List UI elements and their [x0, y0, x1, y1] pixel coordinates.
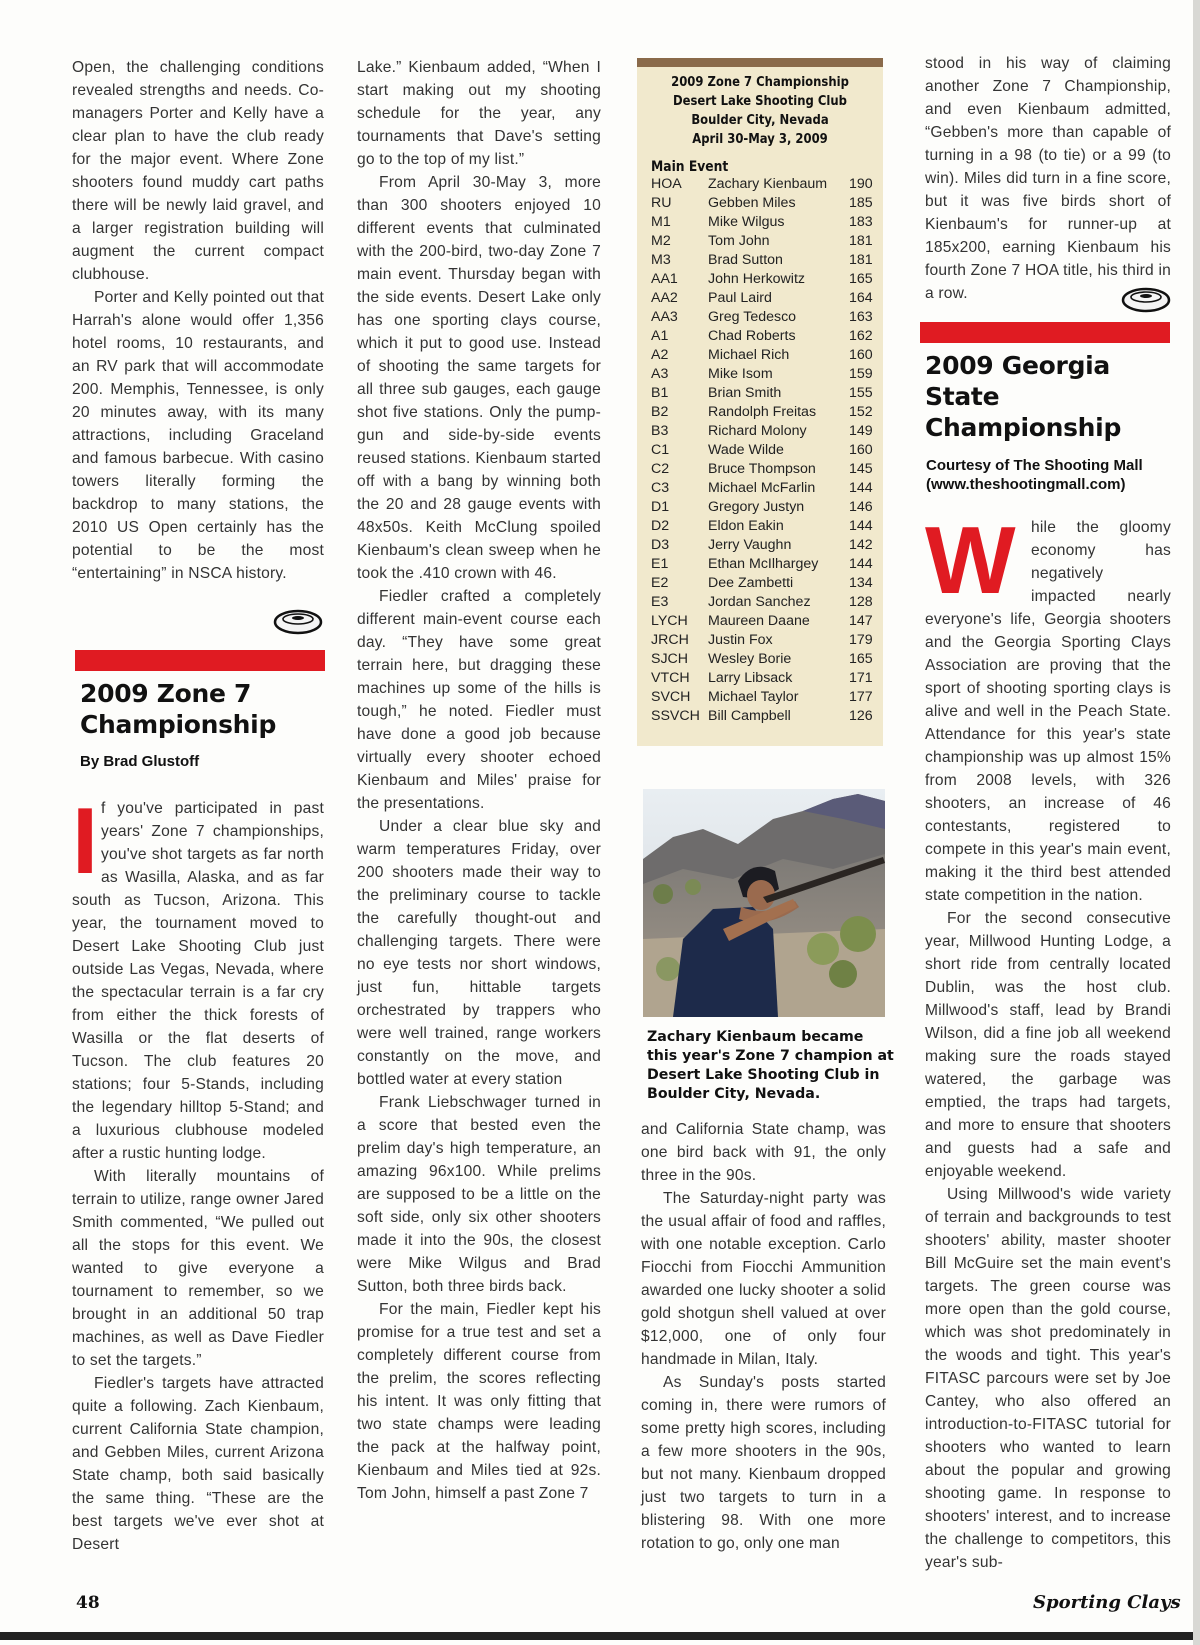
column-4 [925, 52, 1171, 306]
table-row [651, 593, 879, 612]
name-cell: Michael Rich [708, 347, 790, 363]
score-cell: 165 [849, 651, 873, 667]
body-paragraph: For the second consecutive year, Millwood Hunting Lodge, a short ride from centrally located Dublin, was the host club. Millwood's staff, lead by Brandi Wilson, did a fine job all weekend making sure the roads stayed watered, the garbage was emptied, the traps had targets, and more to ensure that shooters and guests had a safe and enjoyable weekend. [925, 910, 1171, 1180]
class-cell: M3 [651, 252, 671, 268]
results-title: 2009 Zone 7 Championship Desert Lake Shooting Club Boulder City, Nevada April 30-May 3, 2009 [671, 74, 849, 147]
body-paragraph: For the main, Fiedler kept his promise for a true test and set a completely different course from the prelim, the scores reflecting his intent. It was only fitting that two state champs were leading the pack at the halfway point, Kienbaum and Miles tied at 92s. Tom John, himself a past Zone 7 [357, 1301, 601, 1502]
class-cell: SSVCH [651, 708, 700, 724]
clay-target-icon [1120, 285, 1172, 315]
column-3 [641, 1118, 886, 1580]
score-cell: 165 [849, 271, 873, 287]
score-cell: 142 [849, 537, 873, 553]
photo-illustration [643, 789, 885, 1017]
body-paragraph: and California State champ, was one bird back with 91, the only three in the 90s. [641, 1121, 886, 1184]
class-cell: AA2 [651, 290, 678, 306]
body-paragraph: From April 30-May 3, more than 300 shooters enjoyed 10 different events that culminated with the 200-bird, two-day Zone 7 main event. Thursday began with the side events. Desert Lake only has one sporting clays course, which it put to good use. Instead of shooting the same targets for all three sub gauges, each gauge shot five stations. Only the pump-gun and side-by-side events reused stations. Kienbaum started off with a bang by winning both the 20 and 28 gauge events with 48x50s. Keith McClung spoiled Kienbaum's clean sweep when he took the .410 crown with 46. [357, 174, 601, 582]
class-cell: RU [651, 195, 672, 211]
class-cell: M2 [651, 233, 671, 249]
table-row [651, 479, 879, 498]
name-cell: Paul Laird [708, 290, 772, 306]
name-cell: Gregory Justyn [708, 499, 805, 515]
table-row [651, 175, 879, 194]
class-cell: B1 [651, 385, 669, 401]
name-cell: Jordan Sanchez [708, 594, 811, 610]
table-row [651, 707, 879, 726]
class-cell: HOA [651, 176, 682, 192]
score-cell: 134 [849, 575, 873, 591]
bottom-rule [0, 1632, 1200, 1640]
table-row [651, 327, 879, 346]
score-cell: 179 [849, 632, 873, 648]
table-row [651, 194, 879, 213]
name-cell: Brian Smith [708, 385, 782, 401]
class-cell: B2 [651, 404, 669, 420]
name-cell: Tom John [708, 233, 770, 249]
body-paragraph: Frank Liebschwager turned in a score that bested even the prelim day's high temperature, an amazing 96x100. While prelims are supposed to be a little on the soft side, only six other shooters made it into the 90s, the closest were Mike Wilgus and Brad Sutton, both three birds back. [357, 1094, 601, 1295]
column-2 [357, 56, 601, 1579]
magazine-name: Sporting Clays [1033, 1592, 1181, 1613]
score-cell: 144 [849, 518, 873, 534]
score-cell: 185 [849, 195, 873, 211]
class-cell: M1 [651, 214, 671, 230]
score-cell: 171 [849, 670, 873, 686]
table-row [651, 441, 879, 460]
table-row [651, 555, 879, 574]
box-top-bar [637, 58, 883, 67]
class-cell: VTCH [651, 670, 690, 686]
body-paragraph: Open, the challenging conditions revealed strengths and needs. Co-managers Porter and Kelly have a clear plan to have the club ready for the major event. Where Zone shooters found muddy cart paths there will be newly laid gravel, and a larger registration building will augment the current compact clubhouse. [72, 59, 324, 283]
score-cell: 181 [849, 252, 873, 268]
score-cell: 162 [849, 328, 873, 344]
section-title: 2009 Georgia State Championship [925, 351, 1122, 442]
column-1 [72, 56, 324, 634]
name-cell: Mike Isom [708, 366, 773, 382]
table-row [651, 688, 879, 707]
name-cell: Gebben Miles [708, 195, 796, 211]
drop-cap: W [925, 507, 1016, 614]
table-row [651, 232, 879, 251]
class-cell: E1 [651, 556, 669, 572]
name-cell: Bruce Thompson [708, 461, 816, 477]
body-paragraph: Fiedler crafted a completely different main-event course each day. “They have some great terrain here, but dragging these machines up some of the hills is tough,” he noted. Fiedler must have done a good job because virtually every shooter echoed Kienbaum and Miles' praise for the presentations. [357, 588, 601, 812]
score-cell: 181 [849, 233, 873, 249]
body-paragraph: If you've participated in past years' Zone 7 championships, you've shot targets as far north as Wasilla, Alaska, and as far south as Tucson, Arizona. This year, the tournament moved to Desert Lake Shooting Club just outside Las Vegas, Nevada, where the spectacular terrain is a far cry from either the thick forests of Wasilla or the flat deserts of Tucson. The club features 20 stations; four 5-Stands, including the legendary hilltop 5-Stand; and a luxurious clubhouse modeled after a rustic hunting lodge. [72, 788, 324, 1162]
table-row [651, 612, 879, 631]
table-row [651, 365, 879, 384]
score-cell: 183 [849, 214, 873, 230]
class-cell: B3 [651, 423, 669, 439]
class-cell: SVCH [651, 689, 691, 705]
score-cell: 152 [849, 404, 873, 420]
table-row [651, 251, 879, 270]
body-paragraph: The Saturday-night party was the usual affair of food and raffles, with one notable exception. Carlo Fiocchi from Fiocchi Ammunition awarded one lucky shooter a solid gold shotgun shell valued at over $12,000, one of only four handmade in Milan, Italy. [641, 1190, 886, 1368]
body-paragraph: Fiedler's targets have attracted quite a following. Zach Kienbaum, current California State champion, and Gebben Miles, current Arizona State champ, both said basically the same thing. “These are the best targets we've ever shot at Desert [72, 1375, 324, 1553]
drop-cap: I [72, 788, 99, 893]
table-row [651, 213, 879, 232]
table-row [651, 536, 879, 555]
class-cell: JRCH [651, 632, 689, 648]
name-cell: Bill Campbell [708, 708, 791, 724]
score-cell: 190 [849, 176, 873, 192]
score-cell: 145 [849, 461, 873, 477]
table-row [651, 403, 879, 422]
table-row [651, 669, 879, 688]
table-row [651, 460, 879, 479]
class-cell: E2 [651, 575, 669, 591]
name-cell: Larry Libsack [708, 670, 793, 686]
results-subtitle: Main Event [651, 159, 729, 175]
name-cell: Mike Wilgus [708, 214, 785, 230]
name-cell: John Herkowitz [708, 271, 805, 287]
score-cell: 144 [849, 556, 873, 572]
name-cell: Justin Fox [708, 632, 773, 648]
name-cell: Chad Roberts [708, 328, 796, 344]
class-cell: C1 [651, 442, 670, 458]
class-cell: AA3 [651, 309, 678, 325]
name-cell: Dee Zambetti [708, 575, 794, 591]
table-row [651, 384, 879, 403]
page-number: 48 [76, 1593, 100, 1613]
body-paragraph: Under a clear blue sky and warm temperatures Friday, over 200 shooters made their way to the preliminary course to tackle the carefully thought-out and challenging targets. There were no eye tests nor short windows, just fun, hittable targets orchestrated by trappers who were well trained, range workers constantly on the move, and bottled water at every station [357, 818, 601, 1088]
class-cell: D3 [651, 537, 670, 553]
class-cell: AA1 [651, 271, 678, 287]
section-title: 2009 Zone 7 Championship [80, 679, 277, 739]
body-paragraph: Using Millwood's wide variety of terrain and backgrounds to test shooters' ability, master shooter Bill McGuire set the main event's targets. The green course was more open than the gold course, which was shot predominately in the woods and tight. This year's FITASC parcours were set by Joe Cantey, who also offered an introduction-to-FITASC tutorial for shooters who wanted to learn about the popular and growing shooting game. In response to shooters' interest, and to increase the challenge to competitors, this year's sub- [925, 1186, 1171, 1571]
score-cell: 164 [849, 290, 873, 306]
byline: By Brad Glustoff [80, 753, 200, 770]
body-paragraph: With literally mountains of terrain to utilize, range owner Jared Smith commented, “We pulled out all the stops for this event. We wanted to give everyone a tournament to remember, so we brought in an additional 50 trap machines, as well as Dave Fiedler to set the targets.” [72, 1168, 324, 1369]
column-4-article [925, 507, 1171, 1580]
class-cell: LYCH [651, 613, 688, 629]
name-cell: Ethan McIlhargey [708, 556, 819, 572]
name-cell: Zachary Kienbaum [708, 176, 828, 192]
score-cell: 155 [849, 385, 873, 401]
photo-caption: Zachary Kienbaum became this year's Zone 7 champion at Desert Lake Shooting Club in Boulder City, Nevada. [647, 1029, 894, 1102]
score-cell: 149 [849, 423, 873, 439]
name-cell: Wade Wilde [708, 442, 784, 458]
table-row [651, 289, 879, 308]
class-cell: D1 [651, 499, 670, 515]
results-sidebar [637, 58, 883, 746]
column-1-article [72, 788, 324, 1579]
table-row [651, 517, 879, 536]
score-cell: 177 [849, 689, 873, 705]
score-cell: 160 [849, 442, 873, 458]
section-divider-bar [920, 322, 1170, 343]
name-cell: Richard Molony [708, 423, 807, 439]
score-cell: 160 [849, 347, 873, 363]
byline: Courtesy of The Shooting Mall (www.theshootingmall.com) [926, 457, 1143, 493]
name-cell: Eldon Eakin [708, 518, 784, 534]
table-row [651, 346, 879, 365]
name-cell: Brad Sutton [708, 252, 783, 268]
section-divider-bar [75, 650, 325, 671]
class-cell: A3 [651, 366, 669, 382]
body-paragraph: Lake.” Kienbaum added, “When I start making out my shooting schedule for the year, any tournaments that Dave's setting go to the top of my list.” [357, 59, 601, 168]
name-cell: Wesley Borie [708, 651, 792, 667]
table-row [651, 270, 879, 289]
body-paragraph: Porter and Kelly pointed out that Harrah's alone would offer 1,356 hotel rooms, 10 restaurants, and an RV park that will accommodate 200. Memphis, Tennessee, is only 20 minutes away, with its many attractions, including Graceland and famous barbecue. With casino towers literally forming the backdrop to many stations, the 2010 US Open certainly has the potential to be the most “entertaining” in NSCA history. [72, 289, 324, 582]
table-row [651, 574, 879, 593]
body-paragraph: stood in his way of claiming another Zone 7 Championship, and even Kienbaum admitted, “Gebben's more than capable of turning in a 98 (to tie) or a 99 (to win). Miles did turn in a fine score, but it was five birds short of Kienbaum's for runner-up at 185x200, earning Kienbaum his fourth Zone 7 HOA title, his third in a row. [925, 55, 1171, 302]
name-cell: Randolph Freitas [708, 404, 817, 420]
page-edge [1193, 0, 1200, 1645]
name-cell: Maureen Daane [708, 613, 810, 629]
class-cell: E3 [651, 594, 669, 610]
class-cell: A1 [651, 328, 669, 344]
name-cell: Jerry Vaughn [708, 537, 792, 553]
class-cell: A2 [651, 347, 669, 363]
score-cell: 163 [849, 309, 873, 325]
class-cell: C3 [651, 480, 670, 496]
table-row [651, 308, 879, 327]
results-table [651, 175, 879, 726]
name-cell: Michael Taylor [708, 689, 799, 705]
clay-target-icon [272, 607, 324, 637]
name-cell: Greg Tedesco [708, 309, 797, 325]
class-cell: D2 [651, 518, 670, 534]
score-cell: 144 [849, 480, 873, 496]
shooter-photo [643, 789, 885, 1017]
score-cell: 147 [849, 613, 873, 629]
table-row [651, 498, 879, 517]
table-row [651, 650, 879, 669]
score-cell: 126 [849, 708, 873, 724]
score-cell: 159 [849, 366, 873, 382]
body-paragraph: While the gloomy economy has negatively impacted nearly everyone's life, Georgia shooters and the Georgia Sporting Clays Association are proving that the sport of shooting sporting clays is alive and well in the Peach State. Attendance for this year's state championship was up almost 15% from 2008 levels, with 326 shooters, an increase of 46 contestants, registered to compete in this year's main event, making it the third best attended state competition in the nation. [925, 507, 1171, 904]
body-paragraph: As Sunday's posts started coming in, there were rumors of some pretty high scores, including a few more shooters in the 90s, but not many. Kienbaum dropped just two targets to turn in a blistering 98. With one more rotation to go, only one man [641, 1374, 886, 1552]
class-cell: C2 [651, 461, 670, 477]
table-row [651, 631, 879, 650]
score-cell: 128 [849, 594, 873, 610]
name-cell: Michael McFarlin [708, 480, 816, 496]
table-row [651, 422, 879, 441]
class-cell: SJCH [651, 651, 689, 667]
score-cell: 146 [849, 499, 873, 515]
